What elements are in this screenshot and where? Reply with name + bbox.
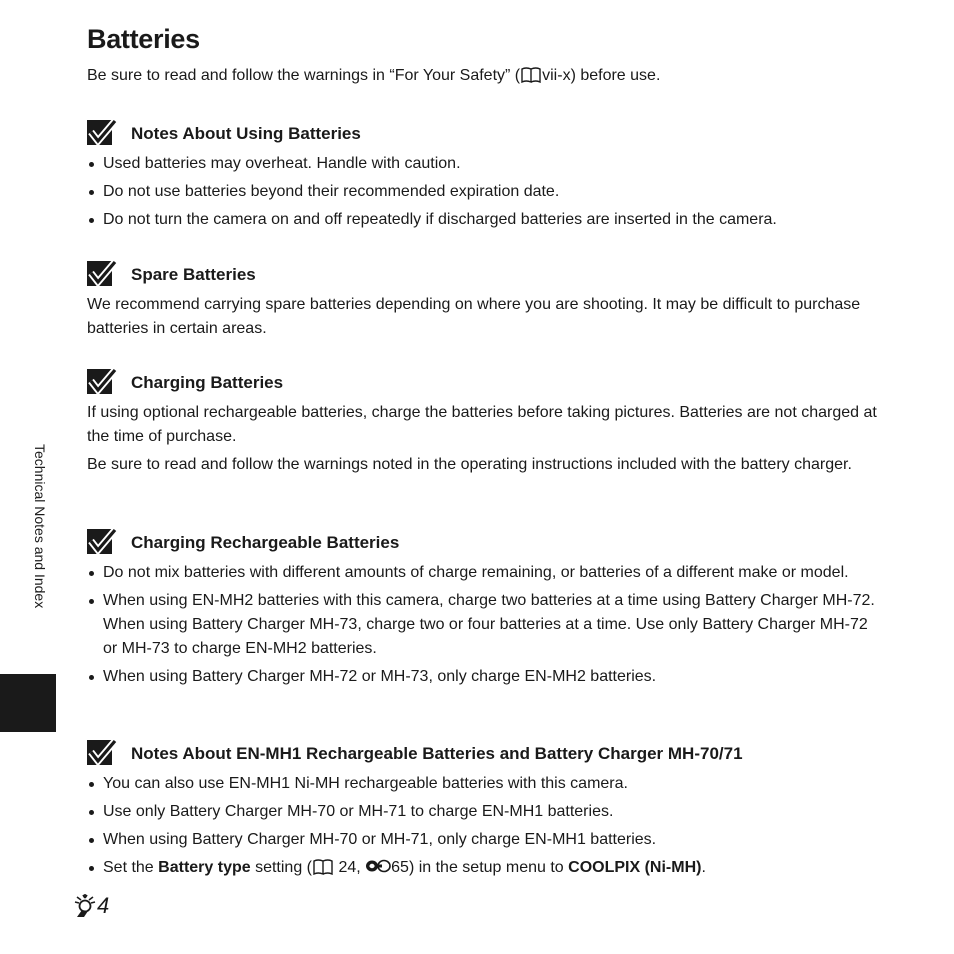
- chain-link-icon: [365, 859, 391, 873]
- check-box-icon: [87, 261, 117, 289]
- section-notes-about-en-mh1: [87, 739, 877, 884]
- paragraph: We recommend carrying spare batteries depending on where you are shooting. It may be difficult to purchase batteries in certain areas.: [87, 296, 861, 337]
- section-title: Spare Batteries: [131, 265, 256, 284]
- list-item: When using EN-MH2 batteries with this camera, charge two batteries at a time using Battery Charger MH-72. When using Battery Charger MH-73, charge two or four batteries at a time. Use only Battery Charger MH-72 or MH-73 to charge EN-MH2 batteries.: [87, 589, 877, 661]
- bullet-list: [87, 561, 877, 689]
- section-title: Charging Batteries: [131, 373, 284, 392]
- list-item: You can also use EN-MH1 Ni-MH rechargeable batteries with this camera.: [87, 772, 877, 796]
- check-box-icon: [87, 529, 117, 557]
- list-item: Used batteries may overheat. Handle with caution.: [87, 152, 877, 176]
- book-icon: [312, 859, 334, 875]
- list-item: Set the Battery type setting ( 24, 65) in the setup menu to COOLPIX (Ni-MH).: [87, 856, 877, 880]
- sidebar-chapter-label: Technical Notes and Index: [32, 444, 48, 609]
- section-charging-rechargeable-batteries: [87, 528, 877, 693]
- check-box-icon: [87, 740, 117, 768]
- coolpix-ni-mh-option: COOLPIX (Ni-MH): [568, 859, 702, 876]
- check-box-icon: [87, 120, 117, 148]
- page-title: Batteries: [87, 24, 200, 54]
- section-heading: [87, 119, 877, 149]
- technical-notes-icon: [74, 894, 96, 918]
- list-item: When using Battery Charger MH-70 or MH-71, only charge EN-MH1 batteries.: [87, 828, 877, 852]
- section-title: Notes About EN-MH1 Rechargeable Batteries and Battery Charger MH-70/71: [131, 744, 743, 763]
- bullet-list: [87, 152, 877, 232]
- section-heading: [87, 368, 877, 398]
- chapter-tab-marker: [0, 674, 56, 732]
- section-heading: [87, 739, 877, 769]
- list-item: Do not use batteries beyond their recommended expiration date.: [87, 180, 877, 204]
- section-notes-about-using-batteries: [87, 119, 877, 236]
- list-item: Use only Battery Charger MH-70 or MH-71 to charge EN-MH1 batteries.: [87, 800, 877, 824]
- paragraph: Be sure to read and follow the warnings noted in the operating instructions included with the battery charger.: [87, 456, 852, 473]
- battery-type-setting: Battery type: [158, 859, 251, 876]
- paragraph: If using optional rechargeable batteries, charge the batteries before taking pictures. Batteries are not charged at the time of purchase.: [87, 404, 877, 445]
- list-item: Do not mix batteries with different amounts of charge remaining, or batteries of a different make or model.: [87, 561, 877, 585]
- section-title: Notes About Using Batteries: [131, 124, 361, 143]
- section-title: Charging Rechargeable Batteries: [131, 533, 400, 552]
- section-charging-batteries: [87, 368, 877, 481]
- list-item: When using Battery Charger MH-72 or MH-73, only charge EN-MH2 batteries.: [87, 665, 877, 689]
- section-heading: [87, 528, 877, 558]
- intro-text: Be sure to read and follow the warnings in “For Your Safety” ( vii-x) before use.: [87, 67, 661, 84]
- list-item: Do not turn the camera on and off repeatedly if discharged batteries are inserted in the camera.: [87, 208, 877, 232]
- page-number: 4: [97, 893, 110, 918]
- section-spare-batteries: [87, 260, 877, 345]
- section-heading: [87, 260, 877, 290]
- page-footer: [74, 893, 109, 919]
- check-box-icon: [87, 369, 117, 397]
- book-icon: [520, 67, 542, 83]
- bullet-list: [87, 772, 877, 880]
